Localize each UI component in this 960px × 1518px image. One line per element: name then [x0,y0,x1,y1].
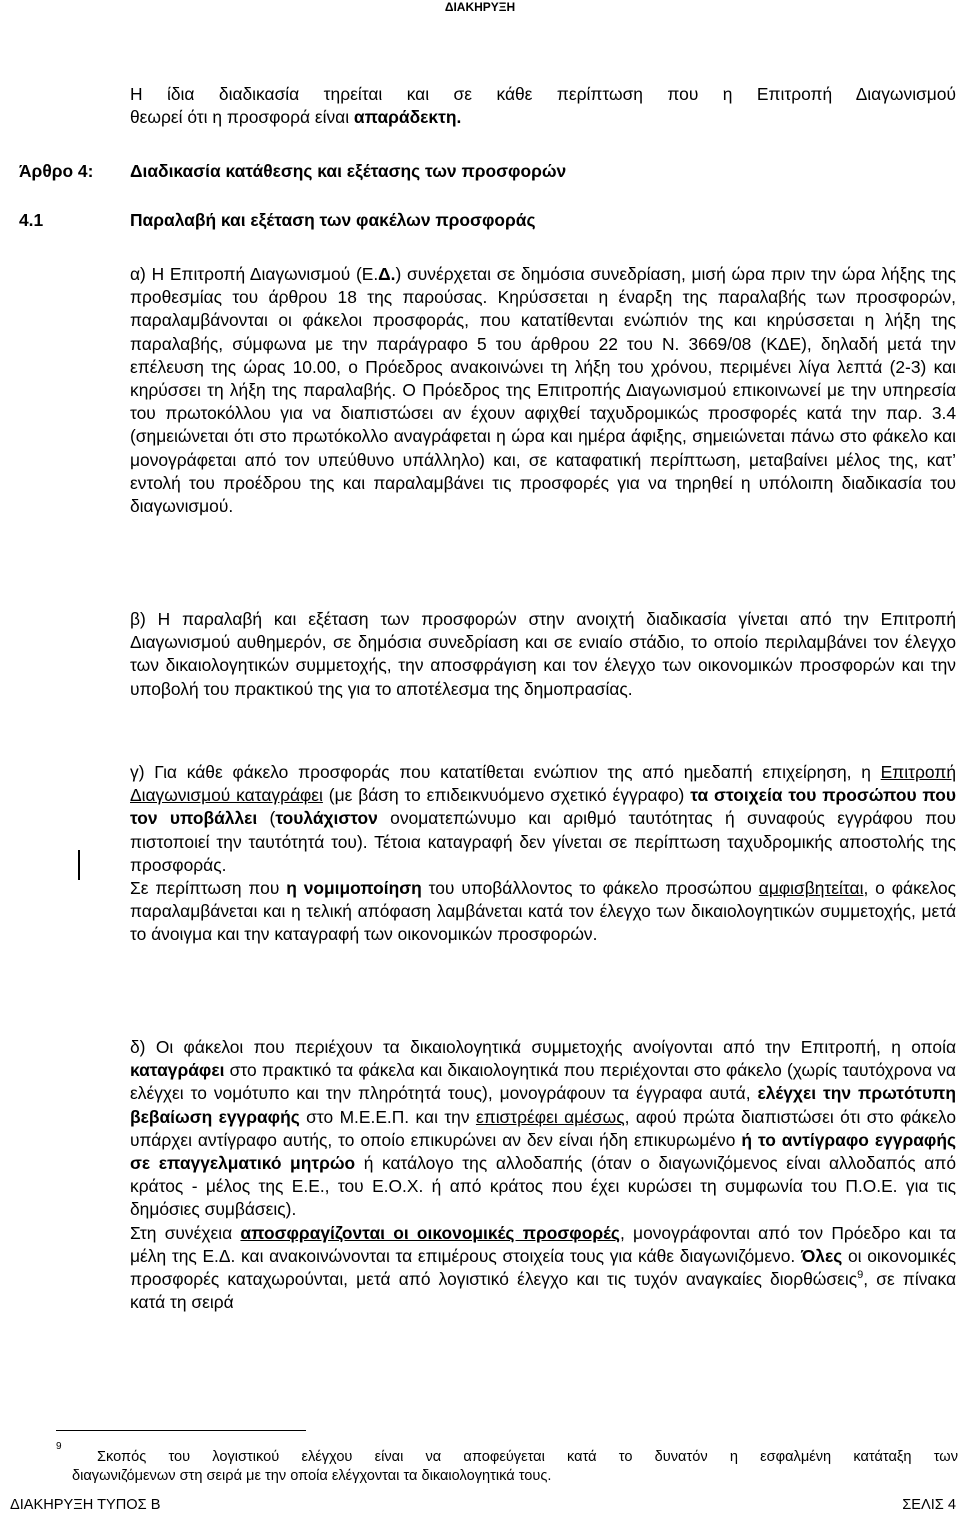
paragraph-d-main: δ) Οι φάκελοι που περιέχουν τα δικαιολογητικά συμμετοχής ανοίγονται από την Επιτροπή, η οποία καταγράφει στο πρακτικό τα φάκελα και δικαιολογητικά που περιέχονται στο φάκελο (χωρίς ταυτόχρονα να ελέγχει το νομότυπο και την πληρότητά τους), μονογράφουν τα έγγραφα αυτά, ελέγχει την πρωτότυπη βεβαίωση εγγραφής στο Μ.Ε.Ε.Π. και την επιστρέφει αμέσως, αφού πρώτα διαπιστώσει ότι στο φάκελο υπάρχει αντίγραφο αυτής, το οποίο επικυρώνει αν δεν είναι ήδη επικυρωμένο ή το αντίγραφο εγγραφής σε επαγγελματικό μητρώο ή κατάλογο της αλλοδαπής (όταν ο διαγωνιζόμενος είναι αλλοδαπός από κράτος - μέλος της Ε.Ε., του Ε.Ο.Χ. ή από κράτος που έχει κυρώσει τη συμφωνία του Π.Ο.Ε. για τις δημόσιες συμβάσεις). [130,1037,957,1220]
section-number: 4.1 [19,210,44,230]
intro-paragraph [130,83,956,129]
footnote-text [72,1448,958,1486]
article-number: Άρθρο 4: [19,161,94,181]
paragraph-a: α) Η Επιτροπή Διαγωνισμού (Ε.Δ.) συνέρχεται σε δημόσια συνεδρίαση, μισή ώρα πριν την ώρα λήξης της προθεσμίας του άρθρου 18 της παρούσας. Κηρύσσεται η έναρξη της παραλαβής των προσφορών, παραλαμβάνονται οι φάκελοι προσφοράς, που κατατίθενται ενώπιόν της και κηρύσσεται η λήξη της παραλαβής, σύμφωνα με την παράγραφο 5 του άρθρου 22 του Ν. 3669/08 (ΚΔΕ), δηλαδή μετά την επέλευση της ώρας 10.00, ο Πρόεδρος ανακοινώνει τη λήξη του χρόνου, περιμένει λίγα λεπτά (2-3) και κηρύσσει τη λήξη της παραλαβής. Ο Πρόεδρος της Επιτροπής Διαγωνισμού επικοινωνεί με την υπηρεσία του πρωτοκόλλου για να διαπιστώσει αν έχουν αφιχθεί ταχυδρομικώς προσφορές κατά την παρ. 3.4 (σημειώνεται ότι στο πρωτόκολλο αναγράφεται η ώρα και ημέρα άφιξης, σημειώνεται πάνω στο φάκελο και μονογράφεται από τον υπεύθυνο υπάλληλο) και, σε καταφατική περίπτωση, μεταβαίνει μέλος της, κατ’ εντολή του προέδρου της και παραλαμβάνει τις προσφορές για να τηρηθεί η υπόλοιπη διαδικασία του διαγωνισμού. [130,264,956,517]
paragraph-d [130,1036,956,1314]
revision-bar [78,850,80,880]
paragraph-b: β) Η παραλαβή και εξέταση των προσφορών στην ανοιχτή διαδικασία γίνεται από την Επιτροπή Διαγωνισμού αυθημερόν, σε δημόσια συνεδρίαση και σε ενιαίο στάδιο, το οποίο περιλαμβάνει τον έλεγχο των δικαιολογητικών συμμετοχής, την αποσφράγιση και τον έλεγχο των οικονομικών προσφορών και την υποβολή του πρακτικού της για το αποτέλεσμα της δημοπρασίας. [130,609,956,699]
footnote-ref[interactable]: 9 [857,1269,864,1282]
paragraph-c [130,761,956,947]
footer-document-type: ΔΙΑΚΗΡΥΞΗ ΤΥΠΟΣ Β [10,1497,161,1513]
footer-page-number: ΣΕΛΙΣ 4 [902,1497,956,1513]
section-title: Παραλαβή και εξέταση των φακέλων προσφοράς [130,210,536,230]
intro-line-1: Η ίδια διαδικασία τηρείται και σε κάθε περίπτωση που η Επιτροπή Διαγωνισμού [130,84,956,104]
footnote-line-1: Σκοπός του λογιστικού ελέγχου είναι να αποφεύγεται κατά το δυνατόν η εσφαλμένη κατάταξη των [97,1449,958,1465]
paragraph-c-main: γ) Για κάθε φάκελο προσφοράς που κατατίθεται ενώπιον της από ημεδαπή επιχείρηση, η Επιτροπή Διαγωνισμού καταγράφει (με βάση το επιδεικνυόμενο σχετικό έγγραφο) τα στοιχεία του προσώπου που τον υποβάλλει (τουλάχιστον ονοματεπώνυμο και αριθμό ταυτότητας ή συναφούς εγγράφου που πιστοποιεί την ταυτότητά του). Τέτοια καταγραφή δεν γίνεται σε περίπτωση ταχυδρομικής αποστολής της προσφοράς. [130,762,957,875]
footnote-separator [56,1430,306,1431]
page-header: ΔΙΑΚΗΡΥΞΗ [444,0,516,14]
footnote-number: 9 [56,1441,62,1452]
paragraph-c-second: Σε περίπτωση που η νομιμοποίηση του υποβάλλοντος το φάκελο προσώπου αμφισβητείται, ο φάκελος παραλαμβάνεται και η τελική απόφαση λαμβάνεται κατά τον έλεγχο των δικαιολογητικών συμμετοχής, μετά το άνοιγμα και την καταγραφή των οικονομικών προσφορών. [130,878,957,945]
inadmissible-word: απαράδεκτη. [353,107,462,128]
footnote-line-2: διαγωνιζόμενων στη σειρά με την οποία ελέγχονται τα δικαιολογητικά τους. [72,1468,552,1484]
intro-line-2: θεωρεί ότι η προσφορά είναι απαράδεκτη. [130,107,462,128]
article-title: Διαδικασία κατάθεσης και εξέτασης των προσφορών [130,161,567,181]
paragraph-d-second: Στη συνέχεια αποσφραγίζονται οι οικονομικές προσφορές, μονογράφονται από τον Πρόεδρο και τα μέλη της Ε.Δ. και ανακοινώνονται τα επιμέρους στοιχεία τους για κάθε διαγωνιζόμενο. Όλες οι οικονομικές προσφορές καταχωρούνται, μετά από λογιστικό έλεγχο και τις τυχόν αναγκαίες διορθώσεις$^9$, σε πίνακα κατά τη σειρά [130,1222,956,1313]
